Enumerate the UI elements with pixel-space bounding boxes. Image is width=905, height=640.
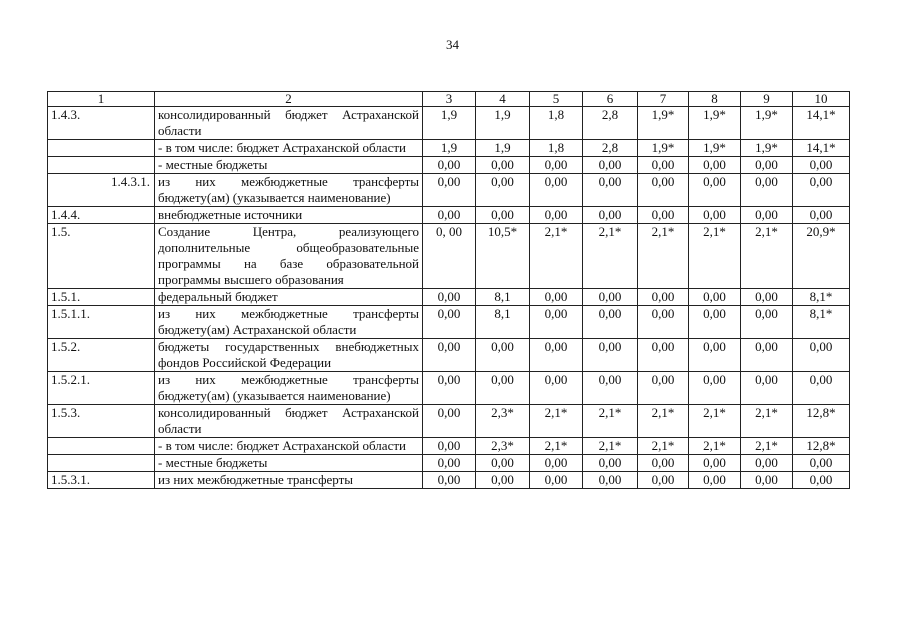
row-value: 1,9 — [476, 140, 530, 157]
row-value: 0,00 — [689, 157, 741, 174]
column-header: 2 — [155, 92, 423, 107]
row-value: 12,8* — [793, 438, 850, 455]
row-value: 0,00 — [476, 174, 530, 207]
table-row — [48, 472, 850, 489]
row-value: 2,1* — [741, 405, 793, 438]
row-code: 1.5. — [48, 224, 155, 289]
row-description: федеральный бюджет — [155, 289, 423, 306]
column-header: 3 — [423, 92, 476, 107]
row-code: 1.5.2.1. — [48, 372, 155, 405]
row-value: 0,00 — [583, 455, 638, 472]
row-value: 0,00 — [423, 438, 476, 455]
row-value: 0,00 — [741, 339, 793, 372]
row-value: 0,00 — [530, 372, 583, 405]
row-value: 0,00 — [793, 372, 850, 405]
row-value: 14,1* — [793, 107, 850, 140]
row-description: бюджеты государственных внебюджетных фондов Российской Федерации — [155, 339, 423, 372]
row-description: из них межбюджетные трансферты — [155, 472, 423, 489]
row-value: 0,00 — [583, 339, 638, 372]
row-code: 1.4.3. — [48, 107, 155, 140]
column-header: 7 — [638, 92, 689, 107]
table-row — [48, 157, 850, 174]
row-description: внебюджетные источники — [155, 207, 423, 224]
row-value: 2,3* — [476, 405, 530, 438]
row-value: 1,8 — [530, 140, 583, 157]
table-header-row — [48, 92, 850, 107]
table-row — [48, 438, 850, 455]
row-value: 0,00 — [638, 455, 689, 472]
row-description: Создание Центра, реализующего дополнительные общеобразовательные программы на базе образовательной программы высшего образования — [155, 224, 423, 289]
row-description: из них межбюджетные трансферты бюджету(ам) (указывается наименование) — [155, 372, 423, 405]
row-value: 2,1* — [583, 224, 638, 289]
row-value: 0,00 — [530, 472, 583, 489]
row-value: 2,1* — [530, 224, 583, 289]
row-value: 1,9* — [638, 107, 689, 140]
row-value: 0,00 — [583, 289, 638, 306]
table-row — [48, 207, 850, 224]
table-row — [48, 372, 850, 405]
row-value: 0,00 — [741, 306, 793, 339]
column-header: 9 — [741, 92, 793, 107]
row-value: 0,00 — [741, 157, 793, 174]
row-value: 0,00 — [476, 207, 530, 224]
row-value: 0,00 — [530, 306, 583, 339]
row-value: 0,00 — [741, 289, 793, 306]
row-value: 0,00 — [741, 372, 793, 405]
row-value: 2,8 — [583, 140, 638, 157]
row-value: 1,9 — [476, 107, 530, 140]
row-value: 1,9 — [423, 140, 476, 157]
row-value: 2,3* — [476, 438, 530, 455]
row-value: 0,00 — [530, 339, 583, 372]
row-value: 0,00 — [793, 455, 850, 472]
column-header: 1 — [48, 92, 155, 107]
row-value: 0,00 — [638, 306, 689, 339]
row-description: консолидированный бюджет Астраханской области — [155, 107, 423, 140]
table-row — [48, 289, 850, 306]
row-code: 1.5.2. — [48, 339, 155, 372]
row-value: 0,00 — [476, 372, 530, 405]
row-code — [48, 140, 155, 157]
row-value: 2,1* — [583, 405, 638, 438]
row-value: 0,00 — [423, 289, 476, 306]
row-code: 1.4.4. — [48, 207, 155, 224]
row-value: 0,00 — [476, 455, 530, 472]
row-value: 0,00 — [741, 472, 793, 489]
row-value: 0,00 — [638, 372, 689, 405]
row-value: 1,8 — [530, 107, 583, 140]
row-value: 8,1 — [476, 289, 530, 306]
row-value: 0,00 — [741, 174, 793, 207]
row-value: 2,1* — [689, 405, 741, 438]
row-description: - местные бюджеты — [155, 157, 423, 174]
row-value: 2,1* — [741, 438, 793, 455]
row-code — [48, 455, 155, 472]
row-value: 0,00 — [583, 157, 638, 174]
row-value: 0,00 — [638, 174, 689, 207]
table-row — [48, 140, 850, 157]
row-value: 0,00 — [638, 289, 689, 306]
row-value: 0,00 — [793, 339, 850, 372]
row-value: 0,00 — [423, 339, 476, 372]
row-value: 12,8* — [793, 405, 850, 438]
row-value: 0,00 — [689, 306, 741, 339]
row-value: 0,00 — [793, 207, 850, 224]
column-header: 4 — [476, 92, 530, 107]
row-value: 0,00 — [638, 472, 689, 489]
row-value: 0,00 — [638, 339, 689, 372]
row-code: 1.5.3. — [48, 405, 155, 438]
row-value: 10,5* — [476, 224, 530, 289]
column-header: 10 — [793, 92, 850, 107]
row-value: 8,1 — [476, 306, 530, 339]
row-code: 1.5.1.1. — [48, 306, 155, 339]
row-value: 0,00 — [689, 207, 741, 224]
row-value: 0,00 — [476, 339, 530, 372]
row-value: 2,1* — [530, 405, 583, 438]
row-value: 0,00 — [583, 174, 638, 207]
row-value: 0,00 — [530, 455, 583, 472]
row-value: 0,00 — [583, 306, 638, 339]
row-value: 0,00 — [476, 157, 530, 174]
row-value: 1,9* — [689, 140, 741, 157]
column-header: 6 — [583, 92, 638, 107]
column-header: 5 — [530, 92, 583, 107]
row-value: 2,1* — [689, 224, 741, 289]
table-row — [48, 174, 850, 207]
row-value: 1,9* — [638, 140, 689, 157]
row-value: 0,00 — [793, 157, 850, 174]
row-code: 1.4.3.1. — [48, 174, 155, 207]
row-value: 0,00 — [689, 472, 741, 489]
row-value: 0,00 — [689, 372, 741, 405]
row-value: 0,00 — [423, 472, 476, 489]
row-value: 0,00 — [638, 207, 689, 224]
table-row — [48, 405, 850, 438]
row-value: 0,00 — [476, 472, 530, 489]
row-value: 2,1* — [689, 438, 741, 455]
row-value: 0,00 — [423, 157, 476, 174]
row-code — [48, 157, 155, 174]
row-description: - в том числе: бюджет Астраханской области — [155, 438, 423, 455]
row-value: 0,00 — [423, 207, 476, 224]
row-code — [48, 438, 155, 455]
row-value: 0,00 — [638, 157, 689, 174]
row-value: 8,1* — [793, 289, 850, 306]
table-row — [48, 107, 850, 140]
row-value: 0,00 — [793, 472, 850, 489]
row-value: 0,00 — [530, 207, 583, 224]
row-value: 0,00 — [741, 455, 793, 472]
row-value: 2,1* — [638, 405, 689, 438]
row-value: 2,1* — [638, 224, 689, 289]
row-value: 2,1* — [741, 224, 793, 289]
column-header: 8 — [689, 92, 741, 107]
row-value: 0,00 — [583, 472, 638, 489]
row-value: 14,1* — [793, 140, 850, 157]
table-row — [48, 455, 850, 472]
row-value: 0,00 — [583, 207, 638, 224]
row-value: 0,00 — [689, 339, 741, 372]
row-value: 1,9* — [741, 140, 793, 157]
row-value: 1,9* — [741, 107, 793, 140]
row-value: 0,00 — [423, 455, 476, 472]
row-code: 1.5.3.1. — [48, 472, 155, 489]
row-description: из них межбюджетные трансферты бюджету(ам) Астраханской области — [155, 306, 423, 339]
row-value: 0,00 — [423, 306, 476, 339]
row-value: 1,9* — [689, 107, 741, 140]
row-value: 2,1* — [530, 438, 583, 455]
row-value: 0,00 — [423, 174, 476, 207]
page-number: 34 — [446, 37, 459, 52]
table-row — [48, 224, 850, 289]
row-value: 0,00 — [741, 207, 793, 224]
row-value: 2,8 — [583, 107, 638, 140]
row-value: 0,00 — [530, 289, 583, 306]
row-value: 8,1* — [793, 306, 850, 339]
row-value: 0,00 — [423, 372, 476, 405]
row-value: 0, 00 — [423, 224, 476, 289]
row-description: - в том числе: бюджет Астраханской области — [155, 140, 423, 157]
row-value: 0,00 — [689, 455, 741, 472]
row-value: 0,00 — [530, 157, 583, 174]
row-description: - местные бюджеты — [155, 455, 423, 472]
table-row — [48, 339, 850, 372]
row-code: 1.5.1. — [48, 289, 155, 306]
row-value: 0,00 — [689, 289, 741, 306]
row-value: 0,00 — [793, 174, 850, 207]
row-value: 0,00 — [583, 372, 638, 405]
row-value: 2,1* — [583, 438, 638, 455]
row-value: 0,00 — [689, 174, 741, 207]
row-description: из них межбюджетные трансферты бюджету(ам) (указывается наименование) — [155, 174, 423, 207]
row-value: 0,00 — [530, 174, 583, 207]
row-value: 0,00 — [423, 405, 476, 438]
table-row — [48, 306, 850, 339]
row-value: 1,9 — [423, 107, 476, 140]
row-description: консолидированный бюджет Астраханской области — [155, 405, 423, 438]
row-value: 20,9* — [793, 224, 850, 289]
budget-table — [47, 91, 850, 489]
row-value: 2,1* — [638, 438, 689, 455]
